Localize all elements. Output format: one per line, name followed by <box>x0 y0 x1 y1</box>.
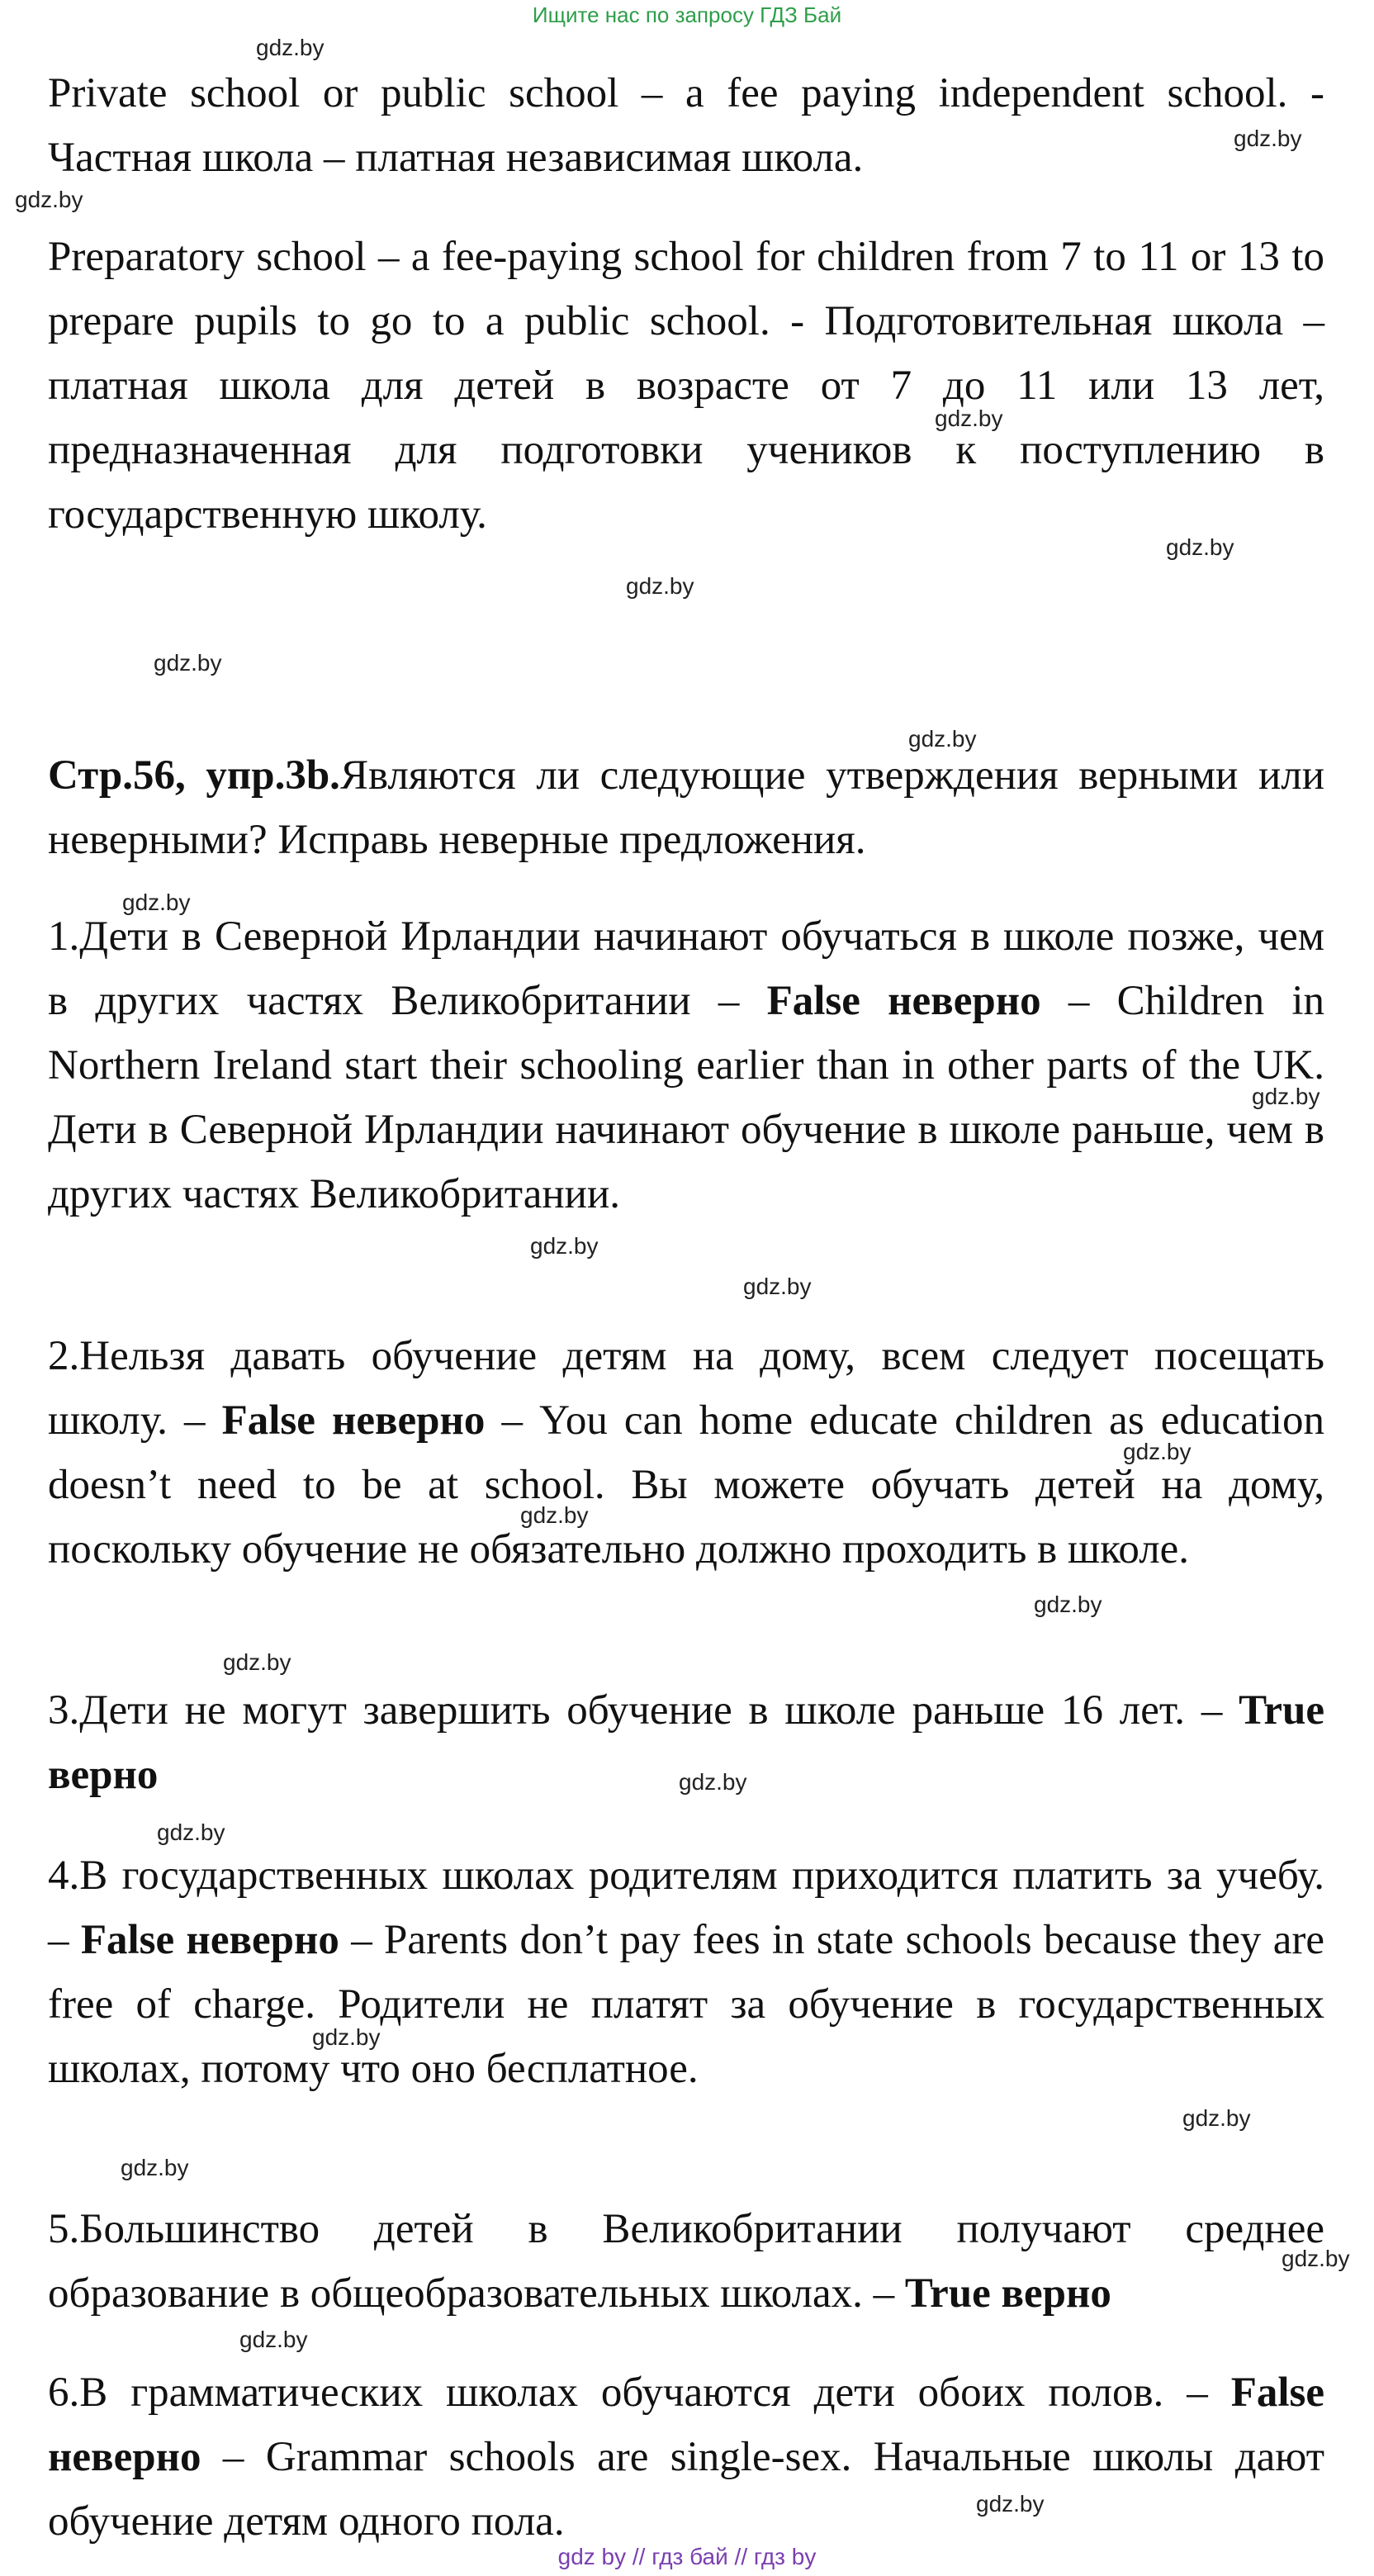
watermark: gdz.by <box>530 1233 599 1259</box>
watermark: gdz.by <box>1123 1439 1192 1464</box>
statement-4-correction: – Parents don’t pay fees in state schools because they are free of charge. Родители не платят за обучение в государственных школах, потому что оно бесплатное. <box>48 1917 1324 2092</box>
watermark: gdz.by <box>626 573 694 599</box>
statement-2-verdict: False неверно <box>221 1397 486 1444</box>
exercise-heading <box>48 743 1324 872</box>
watermark: gdz.by <box>679 1769 747 1795</box>
exercise-reference: Стр.56, упр.3b. <box>48 752 340 799</box>
watermark: gdz.by <box>312 2024 381 2050</box>
watermark: gdz.by <box>121 2155 189 2180</box>
statement-3-text: 3.Дети не могут завершить обучение в школе раньше 16 лет. – <box>48 1687 1239 1734</box>
watermark: gdz.by <box>1252 1084 1320 1109</box>
watermark: gdz.by <box>154 650 222 676</box>
watermark: gdz.by <box>1234 126 1302 151</box>
statement-1 <box>48 904 1324 1226</box>
statement-6 <box>48 2360 1324 2554</box>
footer-links: gdz by // гдз бай // гдз by <box>557 2544 817 2569</box>
statement-4-verdict: False неверно <box>80 1917 339 1963</box>
watermark: gdz.by <box>223 1649 291 1675</box>
watermark: gdz.by <box>15 187 83 212</box>
statement-2-text: 2.Нельзя давать обучение детям на дому, всем следует посещать школу. – <box>48 1333 1324 1444</box>
statement-5-text: 5.Большинство детей в Великобритании получают среднее образование в общеобразовательных школах. – <box>48 2206 1324 2317</box>
statement-1-correction: – Children in Northern Ireland start their schooling earlier than in other parts of the UK. Дети в Северной Ирландии начинают обучение в школе раньше, чем в других частях Великобритании. <box>48 978 1324 1217</box>
paragraph-private-school: Private school or public school – a fee paying independent school. - Частная школа – платная независимая школа. <box>48 70 1324 181</box>
watermark: gdz.by <box>1282 2246 1350 2271</box>
statement-1-text: 1.Дети в Северной Ирландии начинают обучаться в школе позже, чем в других частях Великобритании – <box>48 913 1324 1024</box>
statement-6-verdict: False неверно <box>48 2370 1324 2480</box>
watermark: gdz.by <box>1034 1592 1102 1617</box>
watermark: gdz.by <box>743 1274 812 1299</box>
watermark: gdz.by <box>256 35 325 60</box>
statement-2-correction: – You can home educate children as education doesn’t need to be at school. Вы можете обучать детей на дому, поскольку обучение не обязательно должно проходить в школе. <box>48 1397 1325 1573</box>
statement-4 <box>48 1843 1324 2101</box>
watermark: gdz.by <box>1166 534 1234 560</box>
statement-5 <box>48 2197 1324 2326</box>
watermark: gdz.by <box>935 406 1003 431</box>
watermark: gdz.by <box>520 1502 589 1528</box>
watermark: gdz.by <box>908 726 977 752</box>
statement-4-text: 4.В государственных школах родителям приходится платить за учебу. – <box>48 1853 1324 1963</box>
statement-6-correction: – Grammar schools are single-sex. Начальные школы дают обучение детям одного пола. <box>48 2434 1324 2545</box>
statement-6-text: 6.В грамматических школах обучаются дети обоих полов. – <box>48 2370 1231 2416</box>
paragraph-preparatory-school: Preparatory school – a fee-paying school for children from 7 to 11 or 13 to prepare pupils to go to a public school. - Подготовительная школа – платная школа для детей в возрасте от 7 до 11 или 13 лет, предназначенная для подготовки учеников к поступлению в государственную школу. <box>48 234 1324 538</box>
exercise-instruction: Являются ли следующие утверждения верными или неверными? Исправь неверные предложения. <box>48 752 1324 863</box>
watermark: gdz.by <box>976 2491 1045 2517</box>
watermark: gdz.by <box>122 890 191 915</box>
watermark: gdz.by <box>239 2327 308 2352</box>
top-search-banner: Ищите нас по запросу ГДЗ Бай <box>532 2 842 27</box>
statement-5-verdict: True верно <box>904 2270 1111 2317</box>
watermark: gdz.by <box>1182 2105 1251 2131</box>
statement-3-verdict: True верно <box>48 1687 1324 1798</box>
watermark: gdz.by <box>157 1819 225 1845</box>
statement-1-verdict: False неверно <box>766 978 1041 1024</box>
